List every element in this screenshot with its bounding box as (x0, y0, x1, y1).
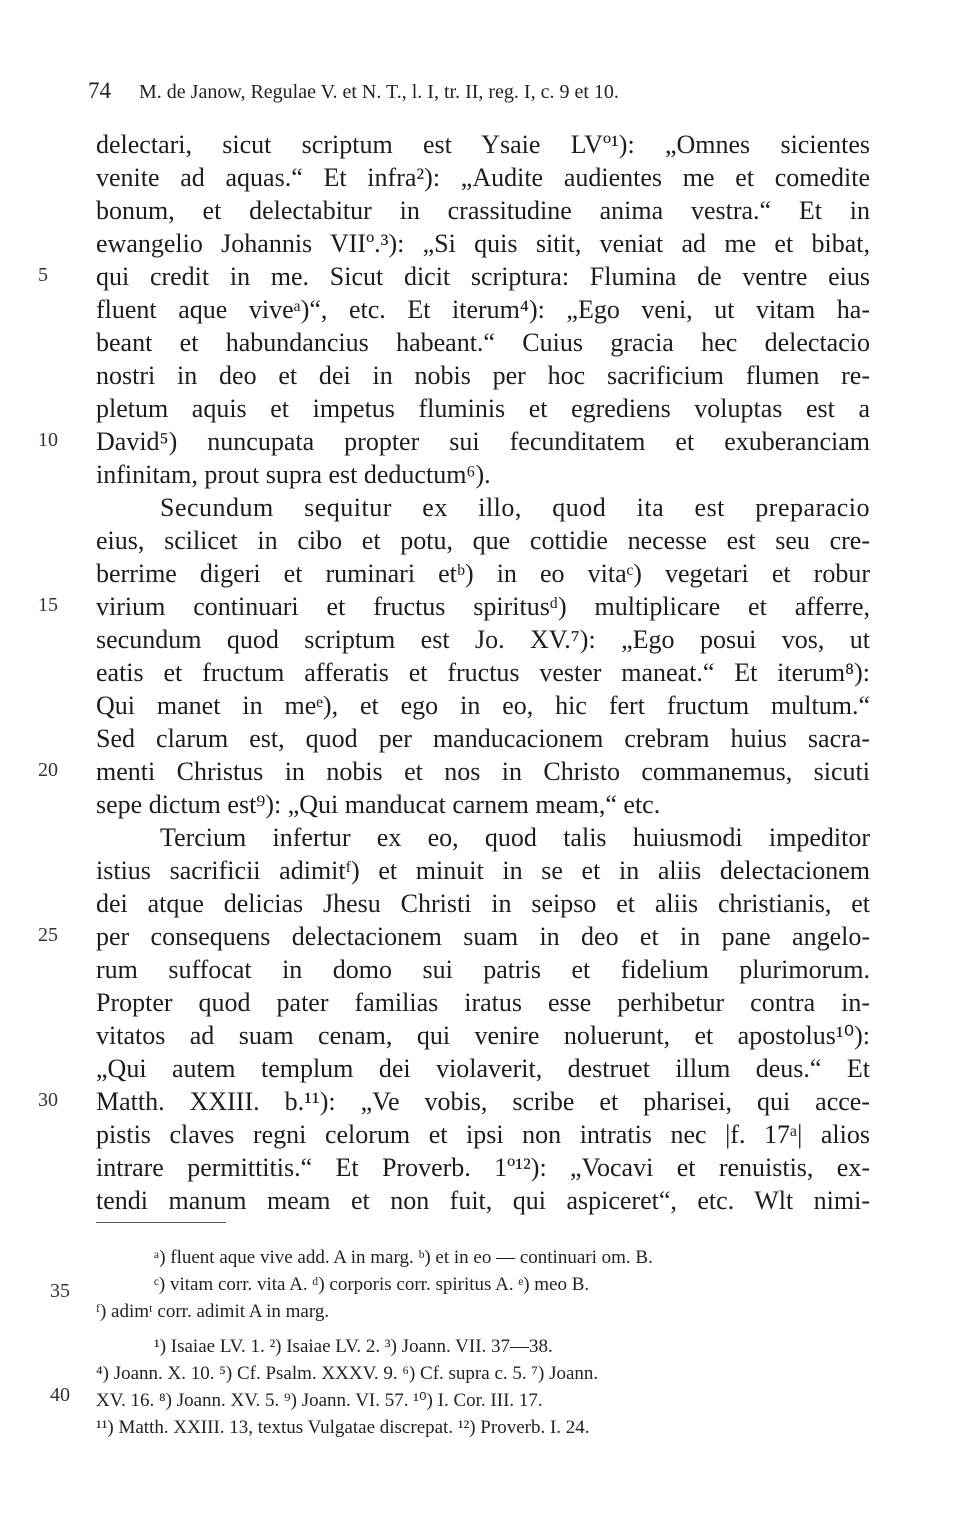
text-line: Propter quod pater familias iratus esse perhibetur contra in- (96, 988, 870, 1017)
text-line: beant et habundancius habeant.“ Cuius gracia hec delectacio (96, 328, 870, 357)
line-number-10: 10 (38, 429, 58, 451)
text-line: nostri in deo et dei in nobis per hoc sacrificium flumen re- (96, 361, 870, 390)
text-line: „Qui autem templum dei violaverit, destruet illum deus.“ Et (96, 1054, 870, 1083)
critical-note: ᵃ) fluent aque vive add. A in marg. ᵇ) et in eo — continuari om. B. (154, 1247, 653, 1268)
text-line: delectari, sicut scriptum est Ysaie LVº¹): „Omnes sicientes (96, 130, 870, 159)
line-number-35: 35 (50, 1280, 70, 1302)
text-line: per consequens delectacionem suam in deo et in pane angelo- (96, 922, 870, 951)
text-line: secundum quod scriptum est Jo. XV.⁷): „Ego posui vos, ut (96, 625, 870, 654)
footnote-divider (96, 1222, 226, 1223)
text-line: vitatos ad suam cenam, qui venire noluerunt, et apostolus¹⁰): (96, 1021, 870, 1050)
text-line: Matth. XXIII. b.¹¹): „Ve vobis, scribe et pharisei, qui acce- (96, 1087, 870, 1116)
text-line: berrime digeri et ruminari etᵇ) in eo vitaᶜ) vegetari et robur (96, 559, 870, 588)
text-line: infinitam, prout supra est deductum⁶). (96, 460, 491, 489)
source-note: ¹) Isaiae LV. 1. ²) Isaiae LV. 2. ³) Joann. VII. 37—38. (154, 1336, 553, 1357)
text-line: rum suffocat in domo sui patris et fidelium plurimorum. (96, 955, 870, 984)
text-line: eatis et fructum afferatis et fructus vester maneat.“ Et iterum⁸): (96, 658, 870, 687)
text-line: Qui manet in meᵉ), et ego in eo, hic fert fructum multum.“ (96, 691, 870, 720)
line-number-40: 40 (50, 1384, 70, 1406)
text-line: ewangelio Johannis VIIº.³): „Si quis sitit, veniat ad me et bibat, (96, 229, 870, 258)
text-line: Secundum sequitur ex illo, quod ita est preparacio (160, 493, 870, 522)
main-text (96, 128, 870, 1217)
page-number: 74 (88, 78, 111, 103)
text-line: virium continuari et fructus spiritusᵈ) multiplicare et afferre, (96, 592, 870, 621)
source-note: ⁴) Joann. X. 10. ⁵) Cf. Psalm. XXXV. 9. ⁶) Cf. supra c. 5. ⁷) Joann. (96, 1363, 599, 1384)
text-line: istius sacrificii adimitᶠ) et minuit in se et in aliis delectacionem (96, 856, 870, 885)
line-number-20: 20 (38, 759, 58, 781)
source-note: ¹¹) Matth. XXIII. 13, textus Vulgatae discrepat. ¹²) Proverb. I. 24. (96, 1417, 590, 1438)
text-line: venite ad aquas.“ Et infra²): „Audite audientes me et comedite (96, 163, 870, 192)
text-line: intrare permittitis.“ Et Proverb. 1º¹²): „Vocavi et renuistis, ex- (96, 1153, 870, 1182)
text-line: David⁵) nuncupata propter sui fecunditatem et exuberanciam (96, 427, 870, 456)
line-number-30: 30 (38, 1089, 58, 1111)
text-line: sepe dictum est⁹): „Qui manducat carnem meam,“ etc. (96, 790, 661, 819)
text-line: fluent aque viveᵃ)“, etc. Et iterum⁴): „Ego veni, ut vitam ha- (96, 295, 870, 324)
text-line: qui credit in me. Sicut dicit scriptura: Flumina de ventre eius (96, 262, 870, 291)
running-title: M. de Janow, Regulae V. et N. T., l. I, tr. II, reg. I, c. 9 et 10. (139, 81, 619, 103)
text-line: Tercium infertur ex eo, quod talis huiusmodi impeditor (160, 823, 870, 852)
text-line: pletum aquis et impetus fluminis et egrediens voluptas est a (96, 394, 870, 423)
line-number-25: 25 (38, 924, 58, 946)
text-line: eius, scilicet in cibo et potu, que cottidie necesse est seu cre- (96, 526, 870, 555)
line-number-5: 5 (38, 264, 48, 286)
text-line: menti Christus in nobis et nos in Christo commanemus, sicuti (96, 757, 870, 786)
text-line: bonum, et delectabitur in crassitudine anima vestra.“ Et in (96, 196, 870, 225)
page-header (88, 78, 888, 108)
critical-note: ᶠ) adimᵗ corr. adimit A in marg. (96, 1301, 330, 1322)
text-line: pistis claves regni celorum et ipsi non intratis nec |f. 17ᵃ| alios (96, 1120, 870, 1149)
critical-note: ᶜ) vitam corr. vita A. ᵈ) corporis corr. spiritus A. ᵉ) meo B. (154, 1274, 590, 1295)
source-note: XV. 16. ⁸) Joann. XV. 5. ⁹) Joann. VI. 57. ¹⁰) I. Cor. III. 17. (96, 1390, 543, 1411)
text-line: dei atque delicias Jhesu Christi in seipso et aliis christianis, et (96, 889, 870, 918)
text-line: Sed clarum est, quod per manducacionem crebram huius sacra- (96, 724, 870, 753)
line-number-15: 15 (38, 594, 58, 616)
text-line: tendi manum meam et non fuit, qui aspiceret“, etc. Wlt nimi- (96, 1186, 870, 1215)
footnotes (96, 1244, 876, 1441)
